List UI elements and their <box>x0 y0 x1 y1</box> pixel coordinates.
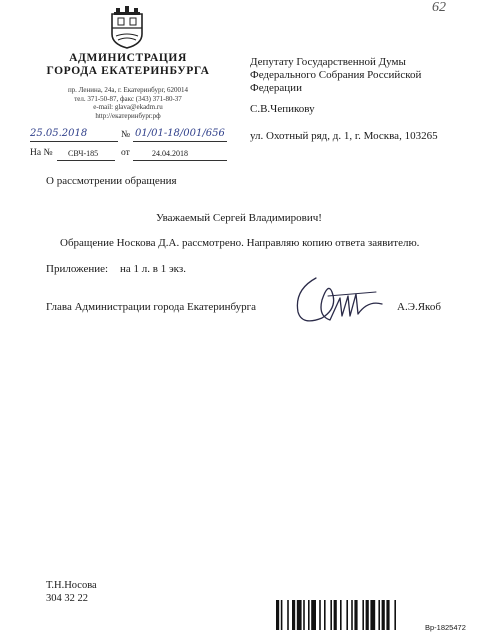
barcode-bar <box>330 600 332 630</box>
signatory-title: Глава Администрации города Екатеринбурга <box>46 301 257 313</box>
handwritten-signature <box>288 270 388 332</box>
barcode-bar <box>378 600 380 630</box>
letter-subject: О рассмотрении обращения <box>46 175 177 187</box>
barcode-bar <box>324 600 326 630</box>
sender-contacts <box>30 86 226 120</box>
barcode-bar <box>346 600 348 630</box>
document-barcode <box>276 600 424 630</box>
barcode-bar <box>281 600 283 630</box>
sender-organization-title <box>30 52 226 78</box>
barcode-bar <box>297 600 302 630</box>
reference-date-line <box>133 160 227 161</box>
signatory-name: А.Э.Якоб <box>397 301 441 313</box>
barcode-bar <box>370 600 375 630</box>
barcode-bar <box>308 600 310 630</box>
recipient-name: С.В.Чепикову <box>250 103 315 115</box>
salutation: Уважаемый Сергей Владимирович! <box>156 212 322 224</box>
barcode-bar <box>394 600 396 630</box>
outgoing-date: 25.05.2018 <box>30 128 88 139</box>
sender-email: e-mail: glava@ekadm.ru <box>93 103 163 112</box>
city-coat-of-arms-icon <box>108 6 146 50</box>
number-symbol: № <box>121 130 131 140</box>
recipient-address: ул. Охотный ряд, д. 1, г. Москва, 103265 <box>250 130 438 142</box>
executor-name: Т.Н.Носова <box>46 580 97 591</box>
attachment-value: на 1 л. в 1 экз. <box>120 263 186 275</box>
reference-from-label: от <box>121 148 130 158</box>
barcode-bar <box>334 600 337 630</box>
letter-body: Обращение Носкова Д.А. рассмотрено. Направляю копию ответа заявителю. <box>60 237 420 249</box>
reference-label: На № <box>30 148 53 158</box>
barcode-bar <box>351 600 353 630</box>
barcode-bar <box>292 600 295 630</box>
recipient-block <box>250 56 465 95</box>
reference-date: 24.04.2018 <box>152 149 188 158</box>
archive-mark: 62 <box>432 0 446 15</box>
reference-number: СВЧ-185 <box>68 149 99 158</box>
sender-site: http://екатеринбург.рф <box>95 111 161 120</box>
recipient-line3: Федерации <box>250 82 302 94</box>
barcode-bar <box>340 600 342 630</box>
barcode-bar <box>354 600 357 630</box>
barcode-bar <box>362 600 364 630</box>
barcode-id: Вр-1825472 <box>425 623 466 632</box>
barcode-bar <box>276 600 279 630</box>
barcode-bar <box>287 600 289 630</box>
sender-title-line2: ГОРОДА ЕКАТЕРИНБУРГА <box>46 65 210 77</box>
recipient-line1: Депутату Государственной Думы <box>250 56 406 68</box>
barcode-bar <box>366 600 369 630</box>
sender-address: пр. Ленина, 24а, г. Екатеринбург, 620014 <box>67 86 189 94</box>
attachment-label: Приложение: <box>46 263 109 275</box>
barcode-bar <box>319 600 321 630</box>
executor-phone: 304 32 22 <box>46 592 88 604</box>
sender-title-line1: АДМИНИСТРАЦИЯ <box>69 52 187 64</box>
executor-block <box>46 580 97 605</box>
barcode-bar <box>311 600 316 630</box>
outgoing-date-line <box>30 141 118 142</box>
barcode-bar <box>386 600 389 630</box>
barcode-bar <box>303 600 305 630</box>
sender-phones: тел. 371-50-87, факс (343) 371-80-37 <box>74 94 182 103</box>
recipient-line2: Федерального Собрания Российской <box>250 69 422 81</box>
barcode-bar <box>382 600 385 630</box>
outgoing-number: 01/01-18/001/656 <box>135 128 225 139</box>
reference-number-line <box>57 160 115 161</box>
outgoing-number-line <box>133 141 227 142</box>
